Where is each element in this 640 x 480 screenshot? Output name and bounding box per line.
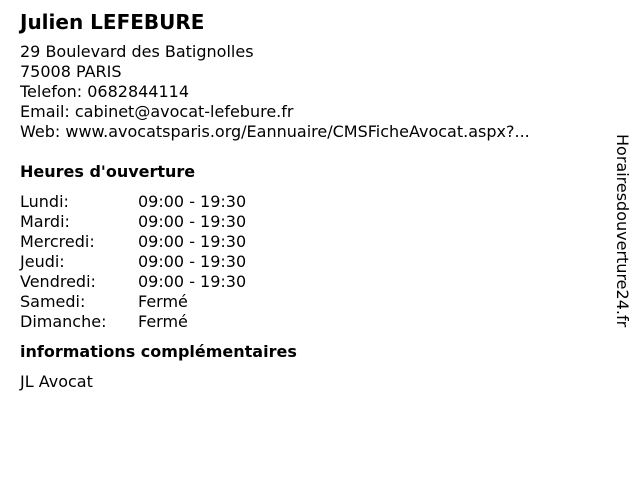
hours-row-saturday	[20, 292, 246, 312]
day-label: Lundi:	[20, 192, 69, 211]
hours-row-thursday	[20, 252, 246, 272]
opening-hours-title: Heures d'ouverture	[20, 162, 196, 181]
email-line: Email: cabinet@avocat-lefebure.fr	[20, 102, 294, 121]
additional-info-title: informations complémentaires	[20, 342, 297, 361]
hours-value: 09:00 - 19:30	[138, 252, 247, 271]
hours-row-sunday	[20, 312, 246, 332]
hours-value: 09:00 - 19:30	[138, 192, 247, 211]
site-watermark: Horairesdouverture24.fr	[613, 134, 632, 328]
hours-row-monday	[20, 192, 246, 212]
business-card	[20, 10, 600, 392]
day-label: Jeudi:	[20, 252, 65, 271]
hours-row-wednesday	[20, 232, 246, 252]
address-line-2: 75008 PARIS	[20, 62, 122, 81]
day-label: Vendredi:	[20, 272, 96, 291]
business-name: Julien LEFEBURE	[20, 10, 205, 34]
day-label: Mardi:	[20, 212, 70, 231]
hours-value: 09:00 - 19:30	[138, 272, 247, 291]
day-label: Samedi:	[20, 292, 86, 311]
hours-row-friday	[20, 272, 246, 292]
day-label: Mercredi:	[20, 232, 95, 251]
hours-value: 09:00 - 19:30	[138, 232, 247, 251]
hours-value: 09:00 - 19:30	[138, 212, 247, 231]
hours-row-tuesday	[20, 212, 246, 232]
day-label: Dimanche:	[20, 312, 107, 331]
additional-info-text: JL Avocat	[20, 372, 93, 391]
phone-line: Telefon: 0682844114	[20, 82, 190, 101]
hours-value: Fermé	[138, 312, 188, 331]
opening-hours-table	[20, 192, 246, 332]
address-line-1: 29 Boulevard des Batignolles	[20, 42, 254, 61]
hours-value: Fermé	[138, 292, 188, 311]
website-line: Web: www.avocatsparis.org/Eannuaire/CMSFicheAvocat.aspx?...	[20, 122, 530, 141]
